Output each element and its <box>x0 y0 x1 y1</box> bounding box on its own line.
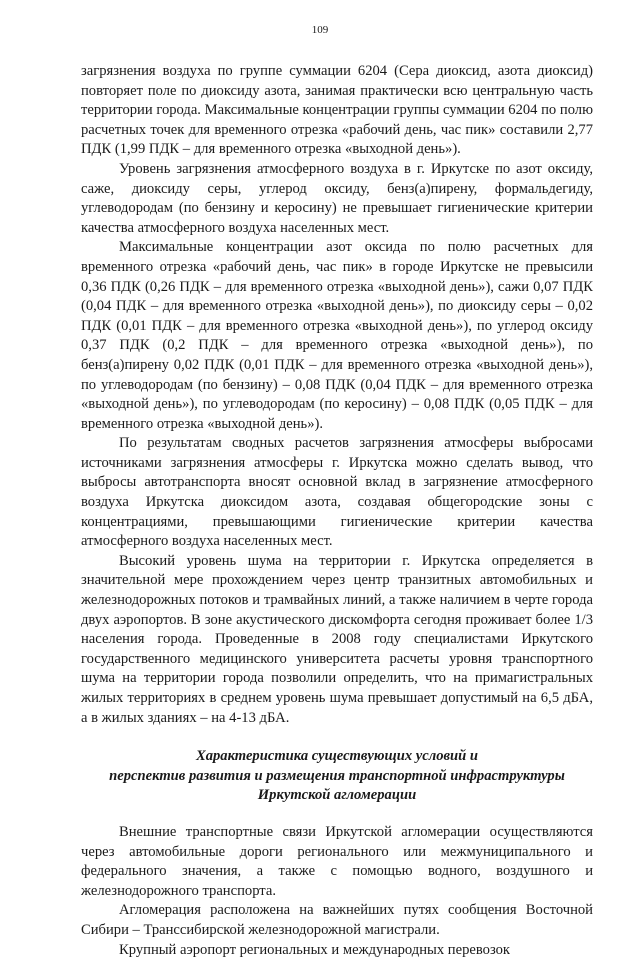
paragraph-summary-results: По результатам сводных расчетов загрязнения атмосферы выбросами источниками загрязнения атмосферы г. Иркутска можно сделать вывод, что выбросы автотранспорта вносят основной вклад в загрязнение атмосферного воздуха Иркутска диоксидом азота, создавая общегородские зоны с концентрациями, превышающими гигиенические критерии качества атмосферного воздуха населенных мест. <box>81 435 593 550</box>
section-heading <box>81 747 593 806</box>
paragraph-agglomeration-location: Агломерация расположена на важнейших путях сообщения Восточной Сибири – Транссибирской железнодорожной магистрали. <box>81 902 593 938</box>
paragraph-air-pollution-summation: загрязнения воздуха по группе суммации 6204 (Сера диоксид, азота диоксид) повторяет поле по диоксиду азота, занимая практически всю центральную часть территории города. Максимальные концентрации группы суммации 6204 по полю расчетных точек для временного отрезка «рабочий день, час пик» составили 2,77 ПДК (1,99 ПДК – для временного отрезка «выходной день»). <box>81 63 593 158</box>
paragraph-pollution-level: Уровень загрязнения атмосферного воздуха в г. Иркутске по азот оксиду, саже, диоксиду серы, углерод оксиду, бенз(а)пирену, формальдегиду, углеводородам (по бензину и керосину) не превышает гигиенические критерии качества атмосферного воздуха населенных мест. <box>81 160 593 236</box>
paragraph-max-concentrations: Максимальные концентрации азот оксида по полю расчетных для временного отрезка «рабочий день, час пик» в городе Иркутске не превысили 0,36 ПДК (0,26 ПДК – для временного отрезка «выходной день»), сажи 0,07 ПДК (0,04 ПДК – для временного отрезка «выходной день»), по диоксиду серы – 0,02 ПДК (0,01 ПДК – для временного отрезка «выходной день»), по углерод оксиду 0,37 ПДК (0,2 ПДК – для временного отрезка «выходной день»), по бенз(а)пирену 0,02 ПДК (0,01 ПДК – для временного отрезка «выходной день»), по углеводородам (по бензину) – 0,08 ПДК (0,04 ПДК – для временного отрезка «выходной день»), по углеводородам (по керосину) – 0,08 ПДК (0,05 ПДК – для временного отрезка «выходной день»). <box>81 239 593 432</box>
section-heading-line-2: перспектив развития и размещения транспортной инфраструктуры <box>109 767 565 784</box>
section-heading-line-1: Характеристика существующих условий и <box>195 748 479 765</box>
paragraph-airport: Крупный аэропорт региональных и международных перевозок <box>119 941 511 958</box>
page-number: 109 <box>311 24 329 36</box>
section-heading-line-3: Иркутской агломерации <box>257 787 417 804</box>
paragraph-noise-level: Высокий уровень шума на территории г. Иркутска определяется в значительной мере прохождением через центр транзитных автомобильных и железнодорожных потоков и трамвайных линий, а также наличием в черте города двух аэропортов. В зоне акустического дискомфорта сегодня проживает более 1/3 населения города. Проведенные в 2008 году специалистами Иркутского государственного медицинского университета расчеты уровня транспортного шума на территории города позволили определить, что на примагистральных жилых территориях в среднем уровень шума превышает допустимый на 6,5 дБА, а в жилых зданиях – на 4-13 дБА. <box>81 552 593 726</box>
paragraph-external-transport: Внешние транспортные связи Иркутской агломерации осуществляются через автомобильные дороги регионального или межмуниципального и федерального значения, а также с помощью водного, воздушного и железнодорожного транспорта. <box>81 823 593 899</box>
document-body <box>81 62 593 960</box>
